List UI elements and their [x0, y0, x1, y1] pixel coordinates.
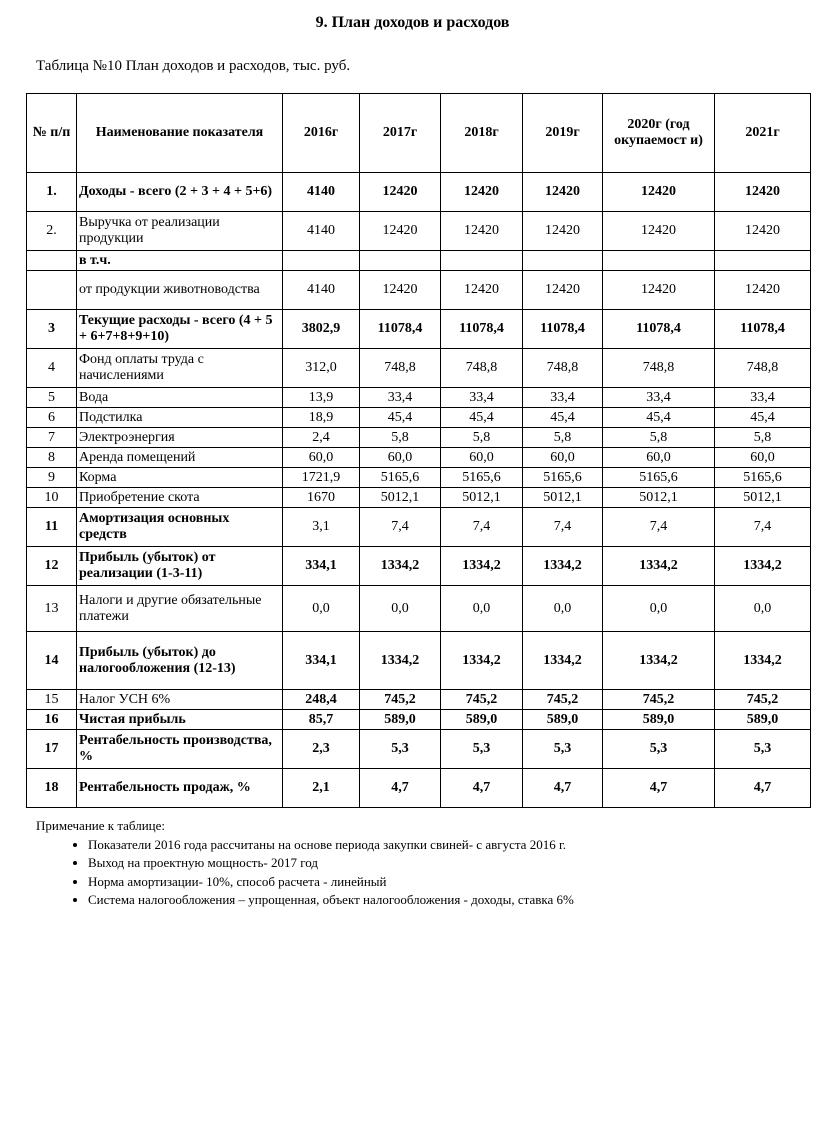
row-number: 2. — [27, 212, 77, 251]
row-value: 748,8 — [523, 349, 603, 388]
row-value: 45,4 — [360, 408, 441, 428]
row-name: Налог УСН 6% — [77, 690, 283, 710]
row-number: 7 — [27, 428, 77, 448]
row-value: 33,4 — [715, 388, 811, 408]
row-name: Доходы - всего (2 + 3 + 4 + 5+6) — [77, 173, 283, 212]
row-name: Прибыль (убыток) до налогообложения (12-13) — [77, 632, 283, 690]
row-value: 33,4 — [360, 388, 441, 408]
row-value: 1721,9 — [283, 468, 360, 488]
row-value: 45,4 — [715, 408, 811, 428]
table-header-row — [27, 94, 811, 173]
row-value: 5165,6 — [360, 468, 441, 488]
row-value: 45,4 — [603, 408, 715, 428]
table-row — [27, 632, 811, 690]
row-number: 18 — [27, 769, 77, 808]
row-value: 4,7 — [441, 769, 523, 808]
row-value: 5012,1 — [441, 488, 523, 508]
row-value: 1334,2 — [715, 547, 811, 586]
row-value: 589,0 — [441, 710, 523, 730]
row-value: 7,4 — [360, 508, 441, 547]
table-row — [27, 488, 811, 508]
row-value — [715, 251, 811, 271]
row-value: 248,4 — [283, 690, 360, 710]
row-value: 60,0 — [523, 448, 603, 468]
row-value: 1334,2 — [603, 632, 715, 690]
table-row — [27, 710, 811, 730]
row-value: 5,8 — [523, 428, 603, 448]
row-value: 13,9 — [283, 388, 360, 408]
row-value: 5,3 — [523, 730, 603, 769]
row-value: 745,2 — [715, 690, 811, 710]
row-value: 0,0 — [603, 586, 715, 632]
row-value: 12420 — [441, 212, 523, 251]
table-row — [27, 251, 811, 271]
row-value: 2,3 — [283, 730, 360, 769]
row-name: от продукции животноводства — [77, 271, 283, 310]
row-value — [441, 251, 523, 271]
row-value: 1334,2 — [360, 547, 441, 586]
row-value: 5165,6 — [603, 468, 715, 488]
row-value: 5165,6 — [715, 468, 811, 488]
row-value: 5,8 — [603, 428, 715, 448]
row-value: 11078,4 — [603, 310, 715, 349]
row-value: 0,0 — [360, 586, 441, 632]
row-value: 1334,2 — [441, 547, 523, 586]
table-body — [27, 173, 811, 808]
row-value: 7,4 — [523, 508, 603, 547]
row-value — [603, 251, 715, 271]
note-item: • Показатели 2016 года рассчитаны на основе периода закупки свиней- с августа 2016 г. — [88, 836, 574, 855]
table-row — [27, 173, 811, 212]
row-value: 12420 — [603, 212, 715, 251]
row-value: 45,4 — [523, 408, 603, 428]
row-number: 16 — [27, 710, 77, 730]
row-value: 60,0 — [283, 448, 360, 468]
row-value — [283, 251, 360, 271]
table-row — [27, 508, 811, 547]
row-value: 1334,2 — [523, 547, 603, 586]
table-row — [27, 690, 811, 710]
income-expense-table — [26, 93, 811, 808]
note-item: • Выход на проектную мощность- 2017 год — [88, 854, 574, 873]
row-value: 1334,2 — [441, 632, 523, 690]
header-2018: 2018г — [441, 94, 523, 173]
row-number: 10 — [27, 488, 77, 508]
row-value: 60,0 — [441, 448, 523, 468]
table-row — [27, 769, 811, 808]
row-value: 60,0 — [603, 448, 715, 468]
row-value: 589,0 — [715, 710, 811, 730]
note-list — [36, 836, 574, 910]
row-number: 15 — [27, 690, 77, 710]
row-value: 11078,4 — [360, 310, 441, 349]
row-name: Электроэнергия — [77, 428, 283, 448]
row-value: 2,1 — [283, 769, 360, 808]
row-value: 12420 — [360, 271, 441, 310]
row-value: 0,0 — [523, 586, 603, 632]
row-value: 12420 — [715, 173, 811, 212]
header-2019: 2019г — [523, 94, 603, 173]
row-value: 60,0 — [715, 448, 811, 468]
row-name: Амортизация основных средств — [77, 508, 283, 547]
row-name: Фонд оплаты труда с начислениями — [77, 349, 283, 388]
row-value: 0,0 — [283, 586, 360, 632]
row-number: 9 — [27, 468, 77, 488]
row-number — [27, 251, 77, 271]
row-value: 748,8 — [715, 349, 811, 388]
row-value: 589,0 — [523, 710, 603, 730]
row-value: 5012,1 — [360, 488, 441, 508]
row-value — [360, 251, 441, 271]
row-name: в т.ч. — [77, 251, 283, 271]
row-number: 11 — [27, 508, 77, 547]
row-name: Прибыль (убыток) от реализации (1-3-11) — [77, 547, 283, 586]
header-2020: 2020г (год окупаемост и) — [603, 94, 715, 173]
header-no: № п/п — [27, 94, 77, 173]
section-title: 9. План доходов и расходов — [315, 14, 510, 31]
row-name: Подстилка — [77, 408, 283, 428]
row-value: 85,7 — [283, 710, 360, 730]
row-value: 745,2 — [360, 690, 441, 710]
row-value: 5,8 — [441, 428, 523, 448]
row-value: 3802,9 — [283, 310, 360, 349]
row-value: 1334,2 — [715, 632, 811, 690]
header-2017: 2017г — [360, 94, 441, 173]
table-row — [27, 428, 811, 448]
table-row — [27, 448, 811, 468]
row-value: 5012,1 — [715, 488, 811, 508]
table-caption: Таблица №10 План доходов и расходов, тыс. руб. — [36, 58, 351, 74]
table-row — [27, 547, 811, 586]
row-value: 12420 — [360, 173, 441, 212]
row-value: 4,7 — [715, 769, 811, 808]
row-value: 45,4 — [441, 408, 523, 428]
table-row — [27, 349, 811, 388]
row-value: 7,4 — [441, 508, 523, 547]
row-name: Рентабельность продаж, % — [77, 769, 283, 808]
row-value: 589,0 — [360, 710, 441, 730]
row-value: 1334,2 — [360, 632, 441, 690]
row-value: 5012,1 — [603, 488, 715, 508]
row-value: 5,3 — [603, 730, 715, 769]
row-value: 11078,4 — [523, 310, 603, 349]
row-value: 5012,1 — [523, 488, 603, 508]
row-value: 3,1 — [283, 508, 360, 547]
row-value: 5165,6 — [523, 468, 603, 488]
row-value: 12420 — [715, 271, 811, 310]
row-value: 1334,2 — [603, 547, 715, 586]
row-name: Корма — [77, 468, 283, 488]
note-item: • Норма амортизации- 10%, способ расчета - линейный — [88, 873, 574, 892]
row-value: 12420 — [603, 271, 715, 310]
row-value: 5,3 — [715, 730, 811, 769]
row-value: 7,4 — [715, 508, 811, 547]
row-value: 12420 — [603, 173, 715, 212]
row-value: 745,2 — [441, 690, 523, 710]
row-name: Рентабельность производства, % — [77, 730, 283, 769]
row-value: 18,9 — [283, 408, 360, 428]
row-value: 5,8 — [715, 428, 811, 448]
row-name: Вода — [77, 388, 283, 408]
row-value — [523, 251, 603, 271]
row-number: 4 — [27, 349, 77, 388]
row-value: 33,4 — [523, 388, 603, 408]
row-value: 5165,6 — [441, 468, 523, 488]
row-value: 5,8 — [360, 428, 441, 448]
row-value: 1670 — [283, 488, 360, 508]
row-value: 12420 — [360, 212, 441, 251]
row-value: 748,8 — [603, 349, 715, 388]
row-value: 4140 — [283, 212, 360, 251]
row-value: 589,0 — [603, 710, 715, 730]
row-value: 12420 — [523, 271, 603, 310]
table-row — [27, 730, 811, 769]
row-number — [27, 271, 77, 310]
row-number: 17 — [27, 730, 77, 769]
row-value: 334,1 — [283, 632, 360, 690]
table-row — [27, 271, 811, 310]
row-value: 2,4 — [283, 428, 360, 448]
row-value: 4140 — [283, 271, 360, 310]
row-value: 33,4 — [441, 388, 523, 408]
row-value: 7,4 — [603, 508, 715, 547]
row-value: 12420 — [715, 212, 811, 251]
table-row — [27, 212, 811, 251]
row-number: 6 — [27, 408, 77, 428]
header-name: Наименование показателя — [77, 94, 283, 173]
row-number: 14 — [27, 632, 77, 690]
row-value: 745,2 — [523, 690, 603, 710]
table-row — [27, 468, 811, 488]
row-number: 8 — [27, 448, 77, 468]
row-value: 12420 — [441, 173, 523, 212]
row-value: 11078,4 — [715, 310, 811, 349]
row-number: 5 — [27, 388, 77, 408]
table-note — [36, 817, 574, 910]
row-number: 1. — [27, 173, 77, 212]
row-value: 312,0 — [283, 349, 360, 388]
row-value: 745,2 — [603, 690, 715, 710]
row-value: 4,7 — [523, 769, 603, 808]
table-row — [27, 586, 811, 632]
row-value: 33,4 — [603, 388, 715, 408]
row-name: Выручка от реализации продукции — [77, 212, 283, 251]
row-value: 0,0 — [441, 586, 523, 632]
row-value: 4,7 — [360, 769, 441, 808]
row-name: Приобретение скота — [77, 488, 283, 508]
row-value: 1334,2 — [523, 632, 603, 690]
row-value: 5,3 — [360, 730, 441, 769]
row-value: 4,7 — [603, 769, 715, 808]
row-name: Текущие расходы - всего (4 + 5 + 6+7+8+9+10) — [77, 310, 283, 349]
row-number: 3 — [27, 310, 77, 349]
row-number: 12 — [27, 547, 77, 586]
row-value: 748,8 — [360, 349, 441, 388]
row-number: 13 — [27, 586, 77, 632]
table-row — [27, 310, 811, 349]
row-value: 0,0 — [715, 586, 811, 632]
header-2016: 2016г — [283, 94, 360, 173]
row-value: 12420 — [523, 212, 603, 251]
table-row — [27, 408, 811, 428]
row-value: 4140 — [283, 173, 360, 212]
row-value: 12420 — [523, 173, 603, 212]
row-value: 60,0 — [360, 448, 441, 468]
row-name: Чистая прибыль — [77, 710, 283, 730]
row-value: 748,8 — [441, 349, 523, 388]
note-heading: Примечание к таблице: — [36, 818, 166, 833]
header-2021: 2021г — [715, 94, 811, 173]
note-item: • Система налогообложения – упрощенная, объект налогообложения - доходы, ставка 6% — [88, 891, 574, 910]
row-value: 12420 — [441, 271, 523, 310]
row-value: 11078,4 — [441, 310, 523, 349]
row-name: Аренда помещений — [77, 448, 283, 468]
row-name: Налоги и другие обязательные платежи — [77, 586, 283, 632]
row-value: 5,3 — [441, 730, 523, 769]
row-value: 334,1 — [283, 547, 360, 586]
table-row — [27, 388, 811, 408]
